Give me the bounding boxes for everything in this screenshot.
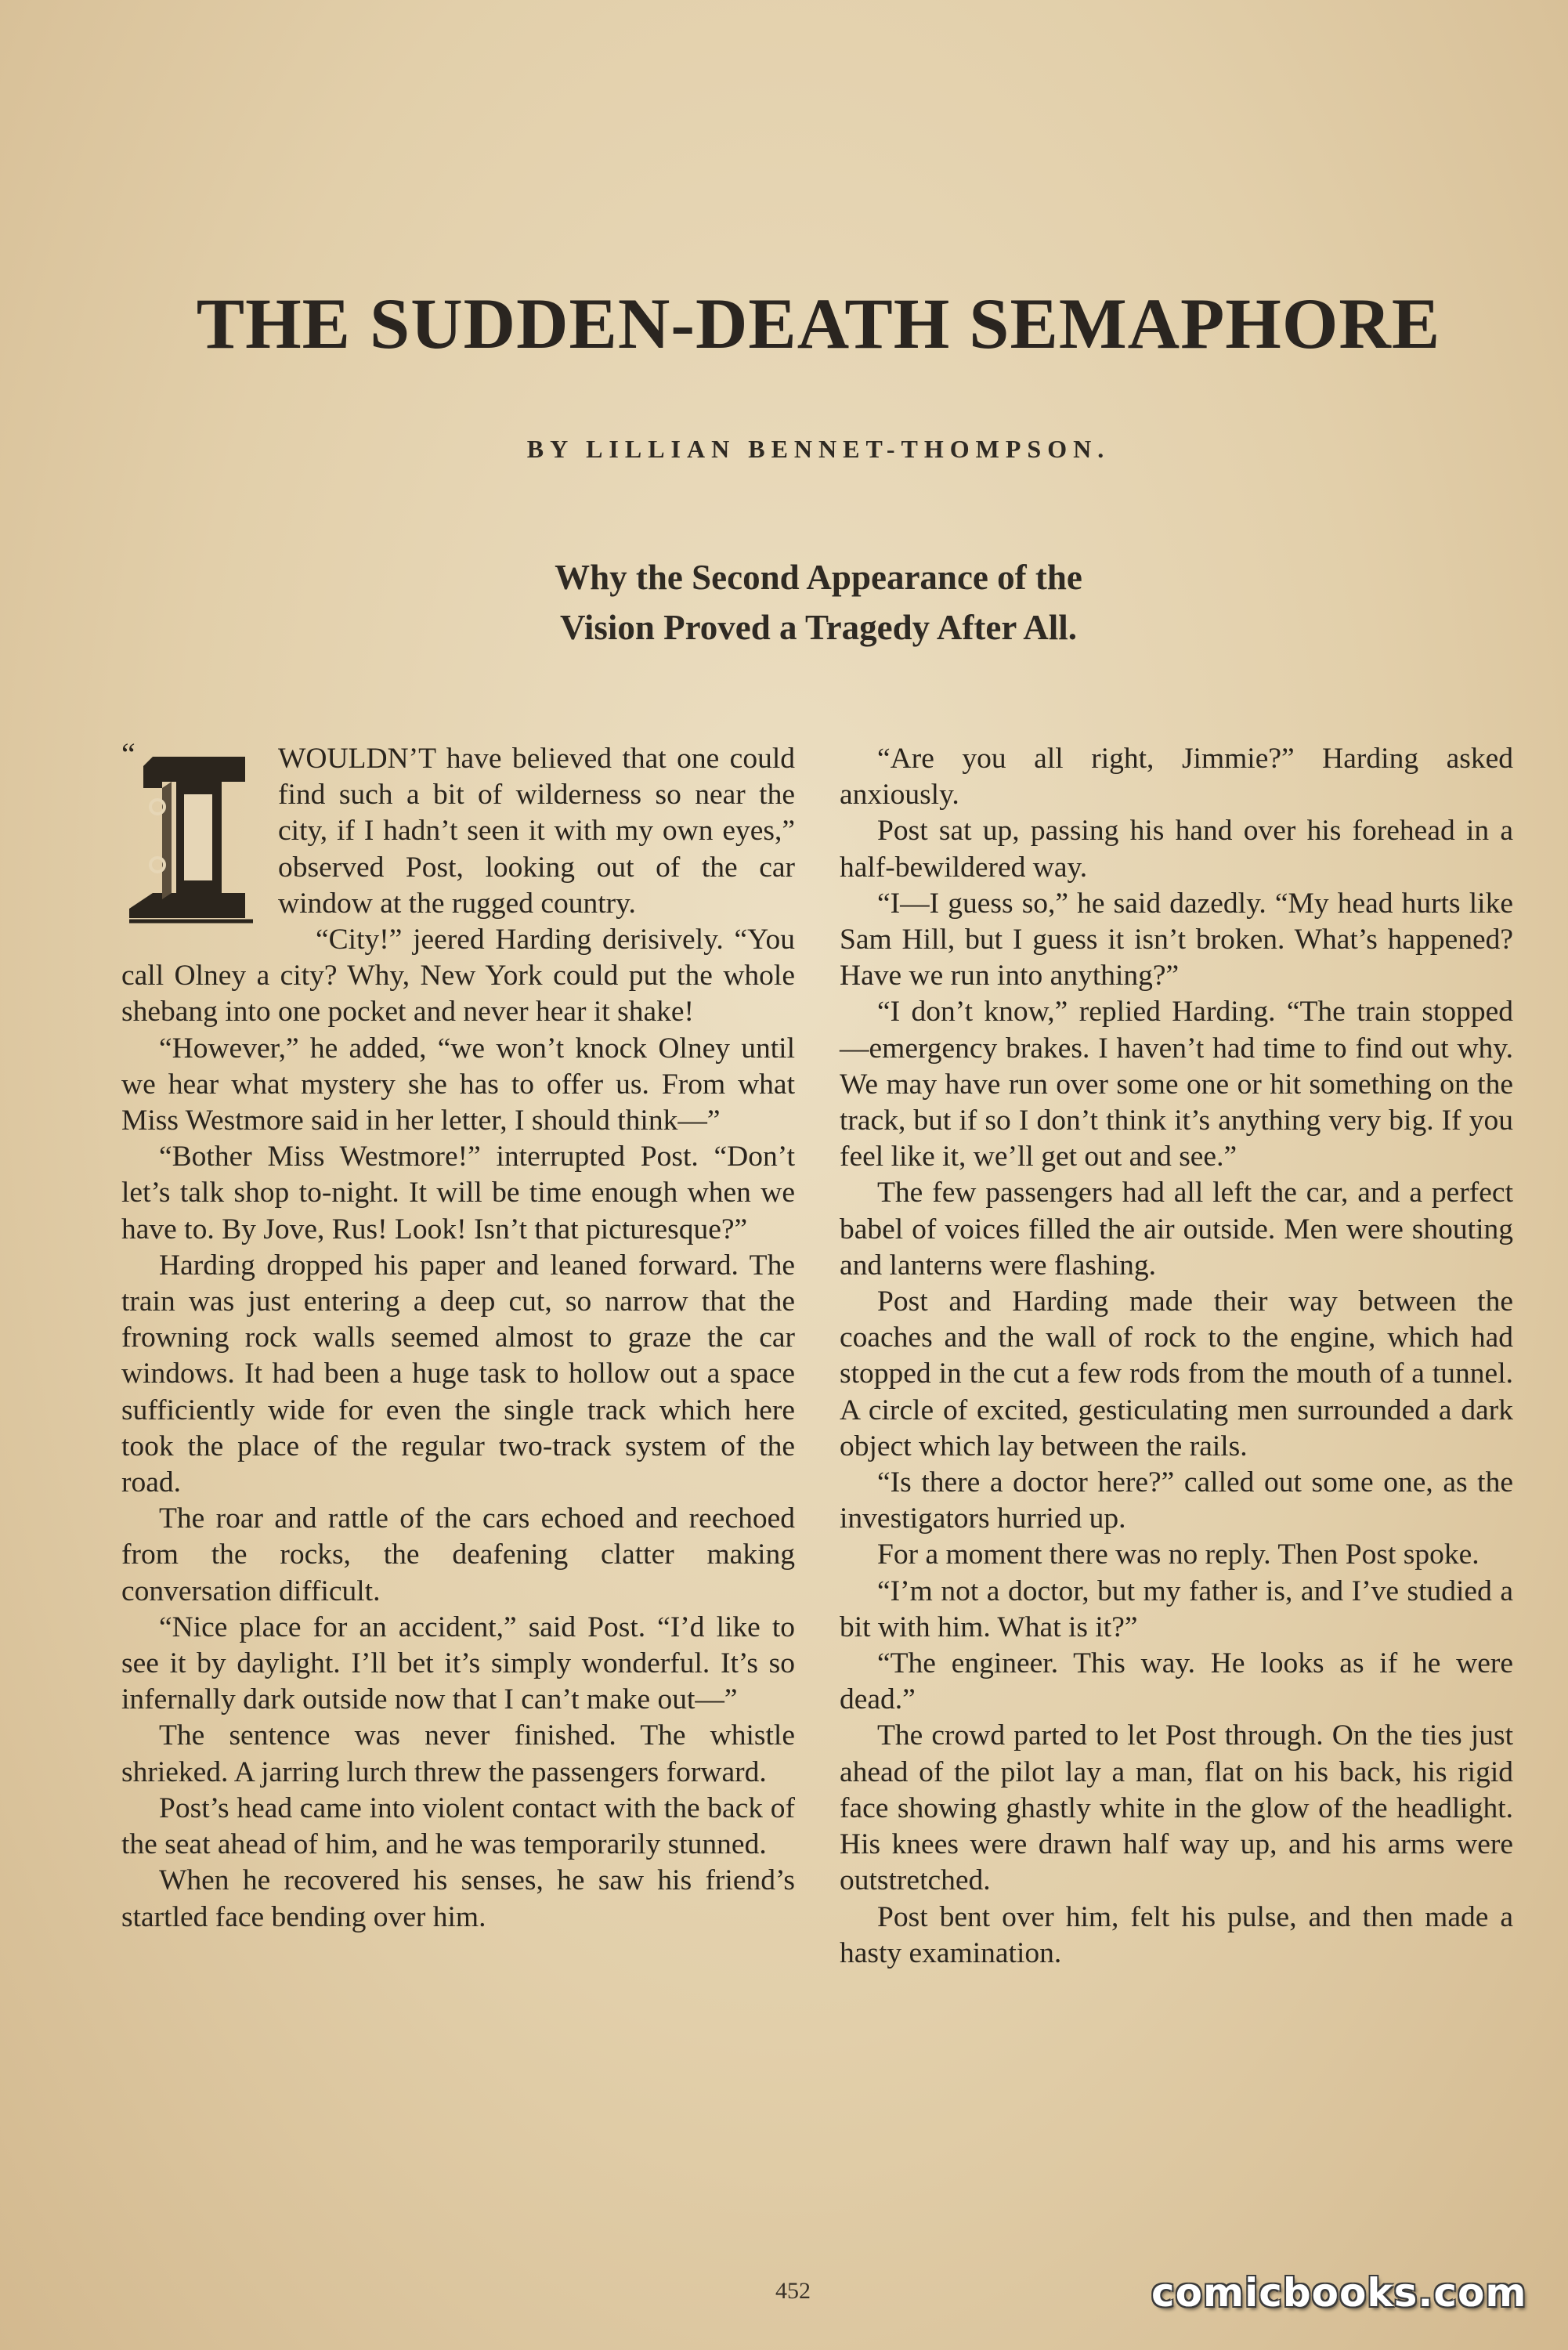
paragraph: “However,” he added, “we won’t knock Olney until we hear what mystery she has to offer us. From what Miss Westmore said in her letter, I should think—” [121,1032,795,1137]
story-subtitle [235,552,1402,653]
drop-cap-i-icon [121,747,270,927]
paragraph: The few passengers had all left the car, and a perfect babel of voices filled the air outside. Men were shouting and lanterns were flashing. [840,1177,1513,1282]
paragraph: Post sat up, passing his hand over his forehead in a half-bewildered way. [840,815,1513,884]
paragraph: Post and Harding made their way between the coaches and the wall of rock to the engine, which had stopped in the cut a few rods from the mouth of a tunnel. A circle of excited, gesticulating men surrounded a dark object which lay between the rails. [840,1285,1513,1462]
paragraph: “Is there a doctor here?” called out some one, as the investigators hurried up. [840,1466,1513,1535]
paragraph: The roar and rattle of the cars echoed and reechoed from the rocks, the deafening clatter making conversation difficult. [121,1502,795,1607]
paragraph: The sentence was never finished. The whistle shrieked. A jarring lurch threw the passengers forward. [121,1719,795,1788]
paragraph: When he recovered his senses, he saw his friend’s startled face bending over him. [121,1864,795,1933]
paragraph-text: WOULDN’T have believed that one could find such a bit of wilderness so near the city, if I hadn’t seen it with my own eyes,” observed Post, looking out of the car window at the rugged country. [278,743,795,920]
paragraph: Post bent over him, felt his pulse, and then made a hasty examination. [840,1900,1513,1969]
left-column [121,736,795,1936]
drop-cap-block [121,736,795,922]
subtitle-line-2: Vision Proved a Tragedy After All. [560,608,1077,647]
paragraph: “Bother Miss Westmore!” interrupted Post. “Don’t let’s talk shop to-night. It will be time enough when we have to. By Jove, Rus! Look! Isn’t that picturesque?” [121,1141,795,1246]
paragraph: “The engineer. This way. He looks as if he were dead.” [840,1647,1513,1716]
author-byline: BY LILLIAN BENNET-THOMPSON. [526,435,1111,463]
opening-quote: “ [121,736,135,772]
paragraph: “I—I guess so,” he said dazedly. “My head hurts like Sam Hill, but I guess it isn’t broken. What’s happened? Have we run into anything?” [840,887,1513,992]
paragraph: “I’m not a doctor, but my father is, and I’ve studied a bit with him. What is it?” [840,1574,1513,1643]
watermark-logo: comicbooks.com [1151,2270,1527,2316]
page-number: 452 [775,2278,811,2304]
paragraph: “I don’t know,” replied Harding. “The train stopped—emergency brakes. I haven’t had time to find out why. We may have run over some one or hit something on the track, but if so I don’t think it’s anything very big. If you feel like it, we’ll get out and see.” [840,996,1513,1173]
paragraph: For a moment there was no reply. Then Post spoke. [877,1538,1479,1571]
paragraph: The crowd parted to let Post through. On the ties just ahead of the pilot lay a man, flat on his back, his rigid face showing ghastly white in the glow of the headlight. His knees were drawn half way up, and his arms were outstretched. [840,1719,1513,1897]
paragraph: Harding dropped his paper and leaned forward. The train was just entering a deep cut, so narrow that the frowning rock walls seemed almost to graze the car windows. It had been a huge task to hollow out a space sufficiently wide for even the single track which here took the place of the regular two-track system of the road. [121,1249,795,1499]
story-title: THE SUDDEN-DEATH SEMAPHORE [196,284,1441,363]
paragraph: “Nice place for an accident,” said Post. “I’d like to see it by daylight. I’ll bet it’s simply wonderful. It’s so infernally dark outside now that I can’t make out—” [121,1611,795,1716]
right-column [840,741,1513,1972]
paragraph: Post’s head came into violent contact with the back of the seat ahead of him, and he was temporarily stunned. [121,1791,795,1861]
paragraph: “Are you all right, Jimmie?” Harding asked anxiously. [840,743,1513,812]
subtitle-line-1: Why the Second Appearance of the [555,558,1082,597]
paragraph: “City!” jeered Harding derisively. “You call Olney a city? Why, New York could put the whole shebang into one pocket and never hear it shake! [121,924,795,1029]
